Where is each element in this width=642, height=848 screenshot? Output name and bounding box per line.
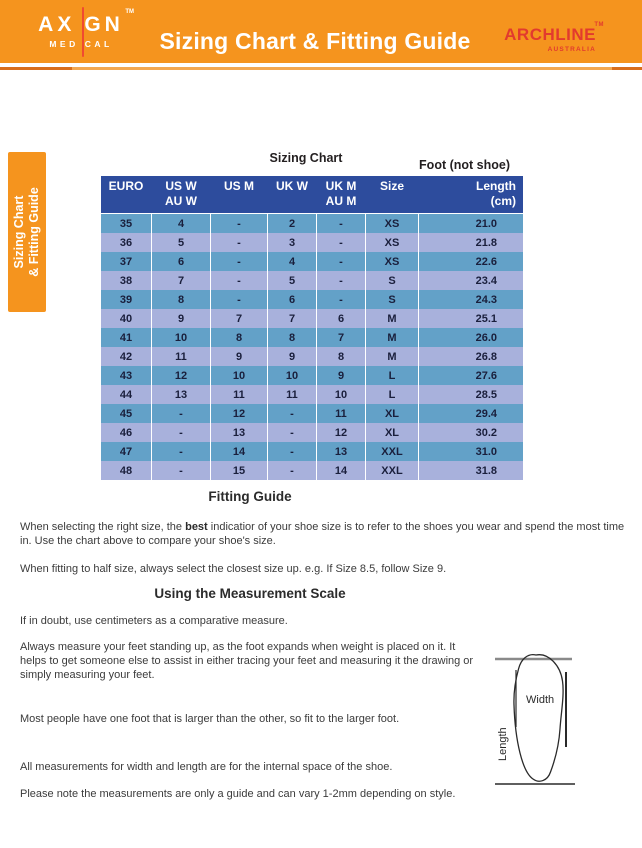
archline-logo: [504, 22, 604, 53]
table-cell: 3: [268, 233, 316, 252]
table-cell: -: [268, 423, 316, 442]
table-cell: XS: [366, 252, 418, 271]
table-cell: 47: [101, 442, 151, 461]
foot-not-shoe-label: Foot (not shoe): [419, 158, 510, 172]
measurement-paragraph-1: If in doubt, use centimeters as a comparative measure.: [20, 615, 288, 627]
table-cell: L: [366, 385, 418, 404]
table-cell: 14: [317, 461, 365, 480]
table-row: [101, 252, 523, 271]
table-cell: 7: [317, 328, 365, 347]
table-cell: 24.3: [419, 290, 523, 309]
table-cell: 8: [152, 290, 210, 309]
table-cell: 10: [211, 366, 267, 385]
table-cell: XXL: [366, 442, 418, 461]
foot-measurement-diagram: [492, 643, 642, 789]
table-cell: 9: [152, 309, 210, 328]
axign-logo: [26, 9, 136, 49]
table-cell: 36: [101, 233, 151, 252]
table-row: [101, 461, 523, 480]
table-cell: -: [211, 214, 267, 233]
table-cell: 6: [268, 290, 316, 309]
table-row: [101, 328, 523, 347]
table-cell: -: [317, 271, 365, 290]
table-cell: 10: [317, 385, 365, 404]
table-cell: 7: [268, 309, 316, 328]
measurement-paragraph-4: All measurements for width and length are for the internal space of the shoe.: [20, 761, 393, 773]
table-cell: 30.2: [419, 423, 523, 442]
table-cell: -: [268, 442, 316, 461]
table-cell: -: [211, 290, 267, 309]
table-cell: 21.0: [419, 214, 523, 233]
table-cell: -: [152, 404, 210, 423]
table-cell: -: [211, 271, 267, 290]
table-cell: -: [152, 461, 210, 480]
table-cell: 10: [152, 328, 210, 347]
foot-outline-diagram: [492, 643, 642, 789]
table-cell: 45: [101, 404, 151, 423]
table-row: [101, 290, 523, 309]
table-cell: 25.1: [419, 309, 523, 328]
table-cell: 11: [317, 404, 365, 423]
table-cell: 10: [268, 366, 316, 385]
table-cell: XL: [366, 423, 418, 442]
table-cell: 40: [101, 309, 151, 328]
sizing-chart-table: [101, 176, 523, 480]
table-cell: 48: [101, 461, 151, 480]
table-cell: 11: [268, 385, 316, 404]
table-cell: 5: [152, 233, 210, 252]
side-tab-label: Sizing Chart & Fitting Guide: [12, 187, 41, 277]
table-cell: 42: [101, 347, 151, 366]
table-cell: 12: [152, 366, 210, 385]
table-cell: 12: [211, 404, 267, 423]
fitting-guide-heading: Fitting Guide: [208, 489, 292, 504]
table-header-row: [101, 176, 523, 213]
width-label: Width: [526, 694, 555, 706]
table-cell: 38: [101, 271, 151, 290]
header-banner: [0, 0, 642, 63]
column-header-usm: US M: [224, 179, 254, 193]
table-cell: 11: [152, 347, 210, 366]
table-row: [101, 404, 523, 423]
measurement-paragraph-5: Please note the measurements are only a guide and can vary 1-2mm depending on style.: [20, 788, 456, 800]
archline-australia-text: AUSTRALIA: [547, 46, 596, 53]
fitting-guide-paragraph-2: When fitting to half size, always select the closest size up. e.g. If Size 8.5, follow Size 9.: [20, 563, 447, 575]
table-cell: -: [211, 252, 267, 271]
table-cell: 37: [101, 252, 151, 271]
table-cell: 6: [152, 252, 210, 271]
table-cell: 41: [101, 328, 151, 347]
table-cell: 8: [317, 347, 365, 366]
table-cell: 31.8: [419, 461, 523, 480]
table-cell: 22.6: [419, 252, 523, 271]
table-cell: 9: [317, 366, 365, 385]
table-cell: 44: [101, 385, 151, 404]
table-cell: -: [317, 214, 365, 233]
column-header-usw: US W AU W: [165, 179, 197, 208]
table-cell: 12: [317, 423, 365, 442]
table-cell: 8: [268, 328, 316, 347]
column-header-length: Length (cm): [476, 179, 516, 208]
column-header-euro: EURO: [108, 179, 144, 193]
column-header-size: Size: [379, 179, 404, 193]
table-cell: -: [317, 252, 365, 271]
table-body: [101, 214, 523, 480]
axign-medical-text: MED CAL: [49, 39, 113, 49]
table-cell: 35: [101, 214, 151, 233]
side-tab: [8, 152, 46, 312]
table-cell: XXL: [366, 461, 418, 480]
table-cell: XS: [366, 233, 418, 252]
table-cell: 31.0: [419, 442, 523, 461]
table-cell: 28.5: [419, 385, 523, 404]
table-row: [101, 423, 523, 442]
table-cell: 8: [211, 328, 267, 347]
table-cell: 21.8: [419, 233, 523, 252]
measurement-scale-heading: Using the Measurement Scale: [154, 586, 346, 601]
table-cell: 2: [268, 214, 316, 233]
table-cell: 9: [211, 347, 267, 366]
table-cell: 13: [211, 423, 267, 442]
table-cell: M: [366, 347, 418, 366]
table-cell: 26.0: [419, 328, 523, 347]
column-header-ukw: UK W: [276, 179, 308, 193]
table-row: [101, 347, 523, 366]
measurement-paragraph-2: Always measure your feet standing up, as the foot expands when weight is placed on it. It helps to get someone else to assist in either tracing your feet and measuring it the drawing or simply measuring your feet.: [20, 641, 474, 681]
table-cell: -: [211, 233, 267, 252]
table-cell: 29.4: [419, 404, 523, 423]
table-cell: 13: [317, 442, 365, 461]
table-cell: S: [366, 271, 418, 290]
axign-wordmark: AX GN: [38, 13, 124, 36]
table-cell: -: [268, 461, 316, 480]
table-cell: 27.6: [419, 366, 523, 385]
table-cell: 14: [211, 442, 267, 461]
table-cell: M: [366, 309, 418, 328]
table-cell: 39: [101, 290, 151, 309]
table-cell: 7: [211, 309, 267, 328]
table-cell: -: [152, 442, 210, 461]
table-cell: L: [366, 366, 418, 385]
table-cell: 6: [317, 309, 365, 328]
length-label: Length: [497, 727, 509, 761]
archline-trademark: TM: [594, 22, 604, 28]
table-cell: 26.8: [419, 347, 523, 366]
table-cell: 15: [211, 461, 267, 480]
sizing-chart-title: Sizing Chart: [269, 151, 343, 165]
measurement-paragraph-3: Most people have one foot that is larger than the other, so fit to the larger foot.: [20, 713, 400, 725]
table-cell: -: [317, 290, 365, 309]
table-cell: 9: [268, 347, 316, 366]
table-cell: 13: [152, 385, 210, 404]
archline-wordmark: ARCHLINE TM: [504, 22, 604, 44]
table-cell: 4: [152, 214, 210, 233]
table-cell: XL: [366, 404, 418, 423]
fitting-guide-paragraph-1: When selecting the right size, the best indicatior of your shoe size is to refer to the shoes you wear and spend the most time in. Use the chart above to compare your shoe's size.: [20, 521, 625, 547]
foot-outline-path: [514, 655, 563, 782]
table-row: [101, 271, 523, 290]
table-cell: 46: [101, 423, 151, 442]
table-row: [101, 233, 523, 252]
header-divider-line: [0, 67, 642, 70]
table-row: [101, 385, 523, 404]
table-cell: -: [268, 404, 316, 423]
table-cell: 4: [268, 252, 316, 271]
axign-needle-line: [82, 7, 84, 57]
table-cell: S: [366, 290, 418, 309]
table-row: [101, 366, 523, 385]
table-cell: 11: [211, 385, 267, 404]
table-cell: M: [366, 328, 418, 347]
column-header-ukm: UK M AU M: [325, 179, 357, 208]
table-row: [101, 442, 523, 461]
table-cell: -: [152, 423, 210, 442]
table-cell: 23.4: [419, 271, 523, 290]
table-cell: -: [317, 233, 365, 252]
axign-trademark: TM: [125, 9, 134, 15]
table-cell: 7: [152, 271, 210, 290]
table-row: [101, 214, 523, 233]
table-row: [101, 309, 523, 328]
table-cell: XS: [366, 214, 418, 233]
table-cell: 5: [268, 271, 316, 290]
page-title: Sizing Chart & Fitting Guide: [159, 28, 471, 54]
table-cell: 43: [101, 366, 151, 385]
